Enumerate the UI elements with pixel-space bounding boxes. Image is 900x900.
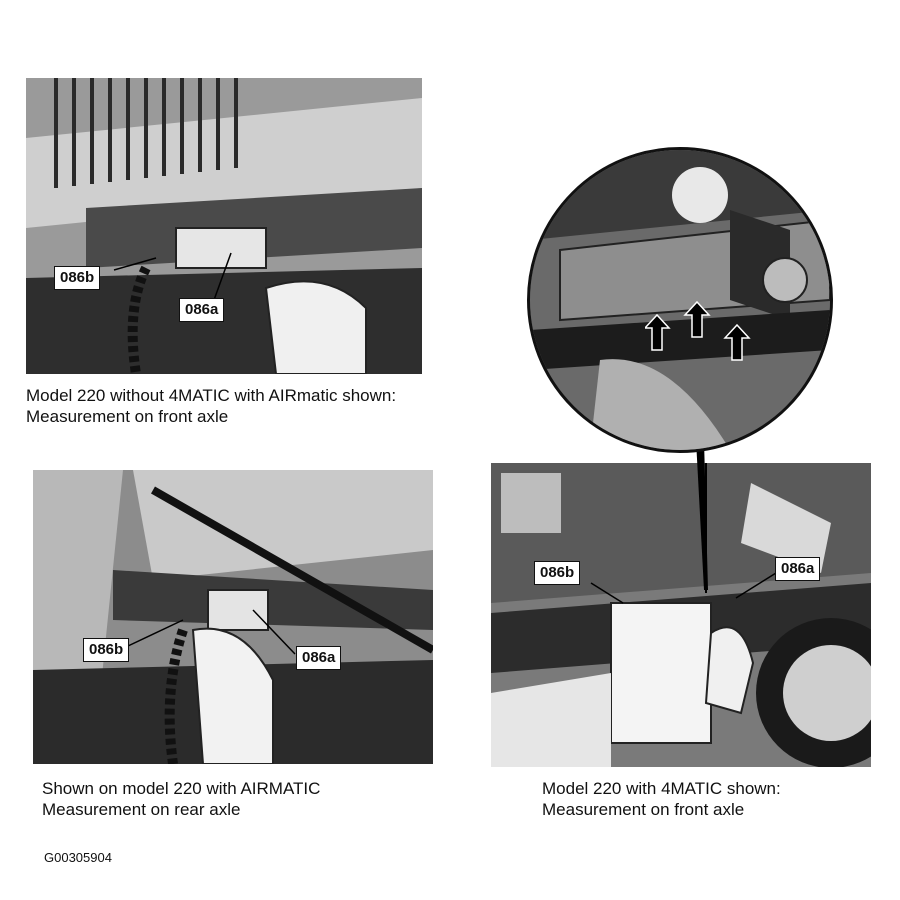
magnified-detail-view bbox=[527, 147, 833, 453]
caption-top-left bbox=[26, 385, 396, 427]
caption-bottom-left bbox=[42, 778, 320, 820]
up-arrow-icons bbox=[645, 300, 755, 375]
callout-086a: 086a bbox=[296, 646, 341, 670]
up-arrow-icon bbox=[645, 302, 749, 360]
callout-086a: 086a bbox=[775, 557, 820, 581]
callout-086b: 086b bbox=[83, 638, 129, 662]
figure-id: G00305904 bbox=[44, 850, 112, 865]
caption-bottom-right bbox=[542, 778, 781, 820]
photo-rear-axle-airmatic bbox=[33, 470, 433, 764]
caption-line-1: Model 220 without 4MATIC with AIRmatic shown: bbox=[26, 386, 397, 405]
callout-086b: 086b bbox=[54, 266, 100, 290]
magnifier-connector-line bbox=[690, 440, 720, 590]
caption-line-1: Model 220 with 4MATIC shown: bbox=[542, 779, 781, 798]
front-axle-4matic-illustration bbox=[491, 463, 871, 767]
callout-086a: 086a bbox=[179, 298, 224, 322]
rear-axle-illustration bbox=[33, 470, 433, 764]
photo-front-axle-4matic bbox=[491, 463, 871, 767]
caption-line-1: Shown on model 220 with AIRMATIC bbox=[42, 779, 321, 798]
front-axle-illustration bbox=[26, 78, 422, 374]
photo-front-axle-without-4matic bbox=[26, 78, 422, 374]
caption-line-2: Measurement on rear axle bbox=[42, 800, 241, 819]
caption-line-2: Measurement on front axle bbox=[542, 800, 745, 819]
callout-086b: 086b bbox=[534, 561, 580, 585]
caption-line-2: Measurement on front axle bbox=[26, 407, 229, 426]
